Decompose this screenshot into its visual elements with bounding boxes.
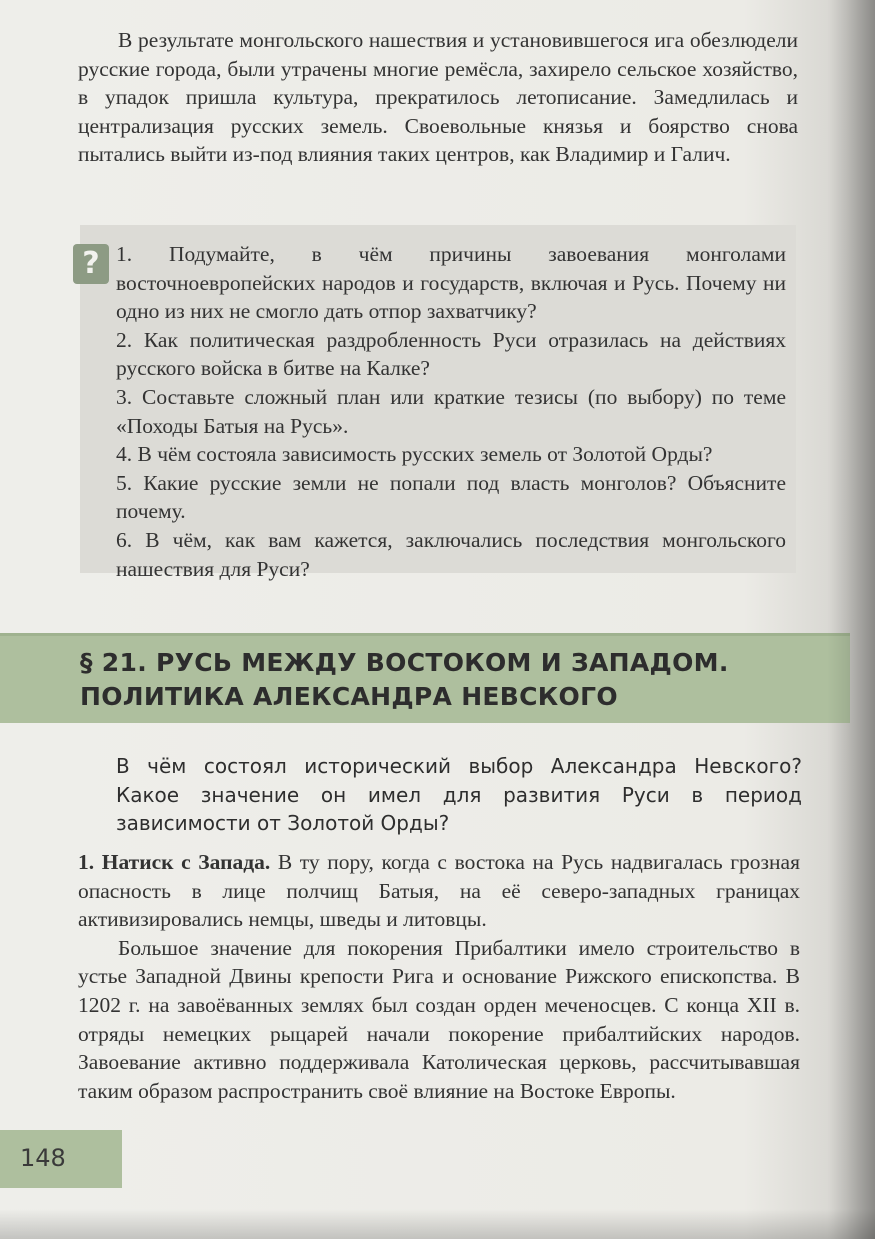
- page-number: 148: [20, 1144, 66, 1172]
- question-item-2: 2. Как политическая раздробленность Руси отразилась на действиях русского войска в битве на Калке?: [116, 327, 786, 381]
- lead-question: В чём состоял исторический выбор Александра Невского? Какое значение он имел для развития Руси в период зависимости от Золотой Орды?: [116, 754, 802, 835]
- question-item-5: 5. Какие русские земли не попали под власть монголов? Объясните почему.: [116, 470, 786, 524]
- page-bottom-shadow: [0, 1209, 875, 1239]
- question-item-3: 3. Составьте сложный план или краткие тезисы (по выбору) по теме «Походы Батыя на Русь».: [116, 384, 786, 438]
- questions-list: [116, 240, 786, 583]
- section-heading: § 21. РУСЬ МЕЖДУ ВОСТОКОМ И ЗАПАДОМ. ПОЛИТИКА АЛЕКСАНДРА НЕВСКОГО: [80, 648, 729, 711]
- book-spine-shadow: [827, 0, 875, 1239]
- intro-paragraph: В результате монгольского нашествия и установившегося ига обезлюдели русские города, были утрачены многие ремёсла, захирело сельское хозяйство, в упадок пришла культура, прекратилось летописание. Замедлилась и централизация русских земель. Своевольные князья и боярство снова пытались выйти из-под влияния таких центров, как Владимир и Галич.: [78, 28, 798, 167]
- section-body: [78, 848, 800, 1105]
- section-heading-band-edge: [0, 633, 850, 636]
- question-item-4: 4. В чём состояла зависимость русских земель от Золотой Орды?: [116, 442, 713, 467]
- subsection-paragraph-1-text: В ту пору, когда с востока на Русь надвигалась грозная опасность в лице полчищ Батыя, на её северо-западных границах активизировались немцы, шведы и литовцы.: [78, 850, 800, 932]
- question-item-1: 1. Подумайте, в чём причины завоевания монголами восточноевропейских народов и государств, включая и Русь. Почему ни одно из них не смогло дать отпор захватчику?: [116, 242, 786, 324]
- subsection-title: 1. Натиск с Запада.: [78, 850, 271, 874]
- question-item-6: 6. В чём, как вам кажется, заключались последствия монгольского нашествия для Руси?: [116, 527, 786, 581]
- question-mark-icon: ?: [73, 244, 109, 284]
- subsection-paragraph-2: Большое значение для покорения Прибалтики имело строительство в устье Западной Двины крепости Рига и основание Рижского епископства. В 1202 г. на завоёванных землях был создан орден меченосцев. С конца XII в. отряды немецких рыцарей начали покорение прибалтийских народов. Завоевание активно поддерживала Католическая церковь, рассчитывавшая таким образом распространить своё влияние на Востоке Европы.: [78, 935, 800, 1103]
- subsection-paragraph-1: [78, 848, 800, 934]
